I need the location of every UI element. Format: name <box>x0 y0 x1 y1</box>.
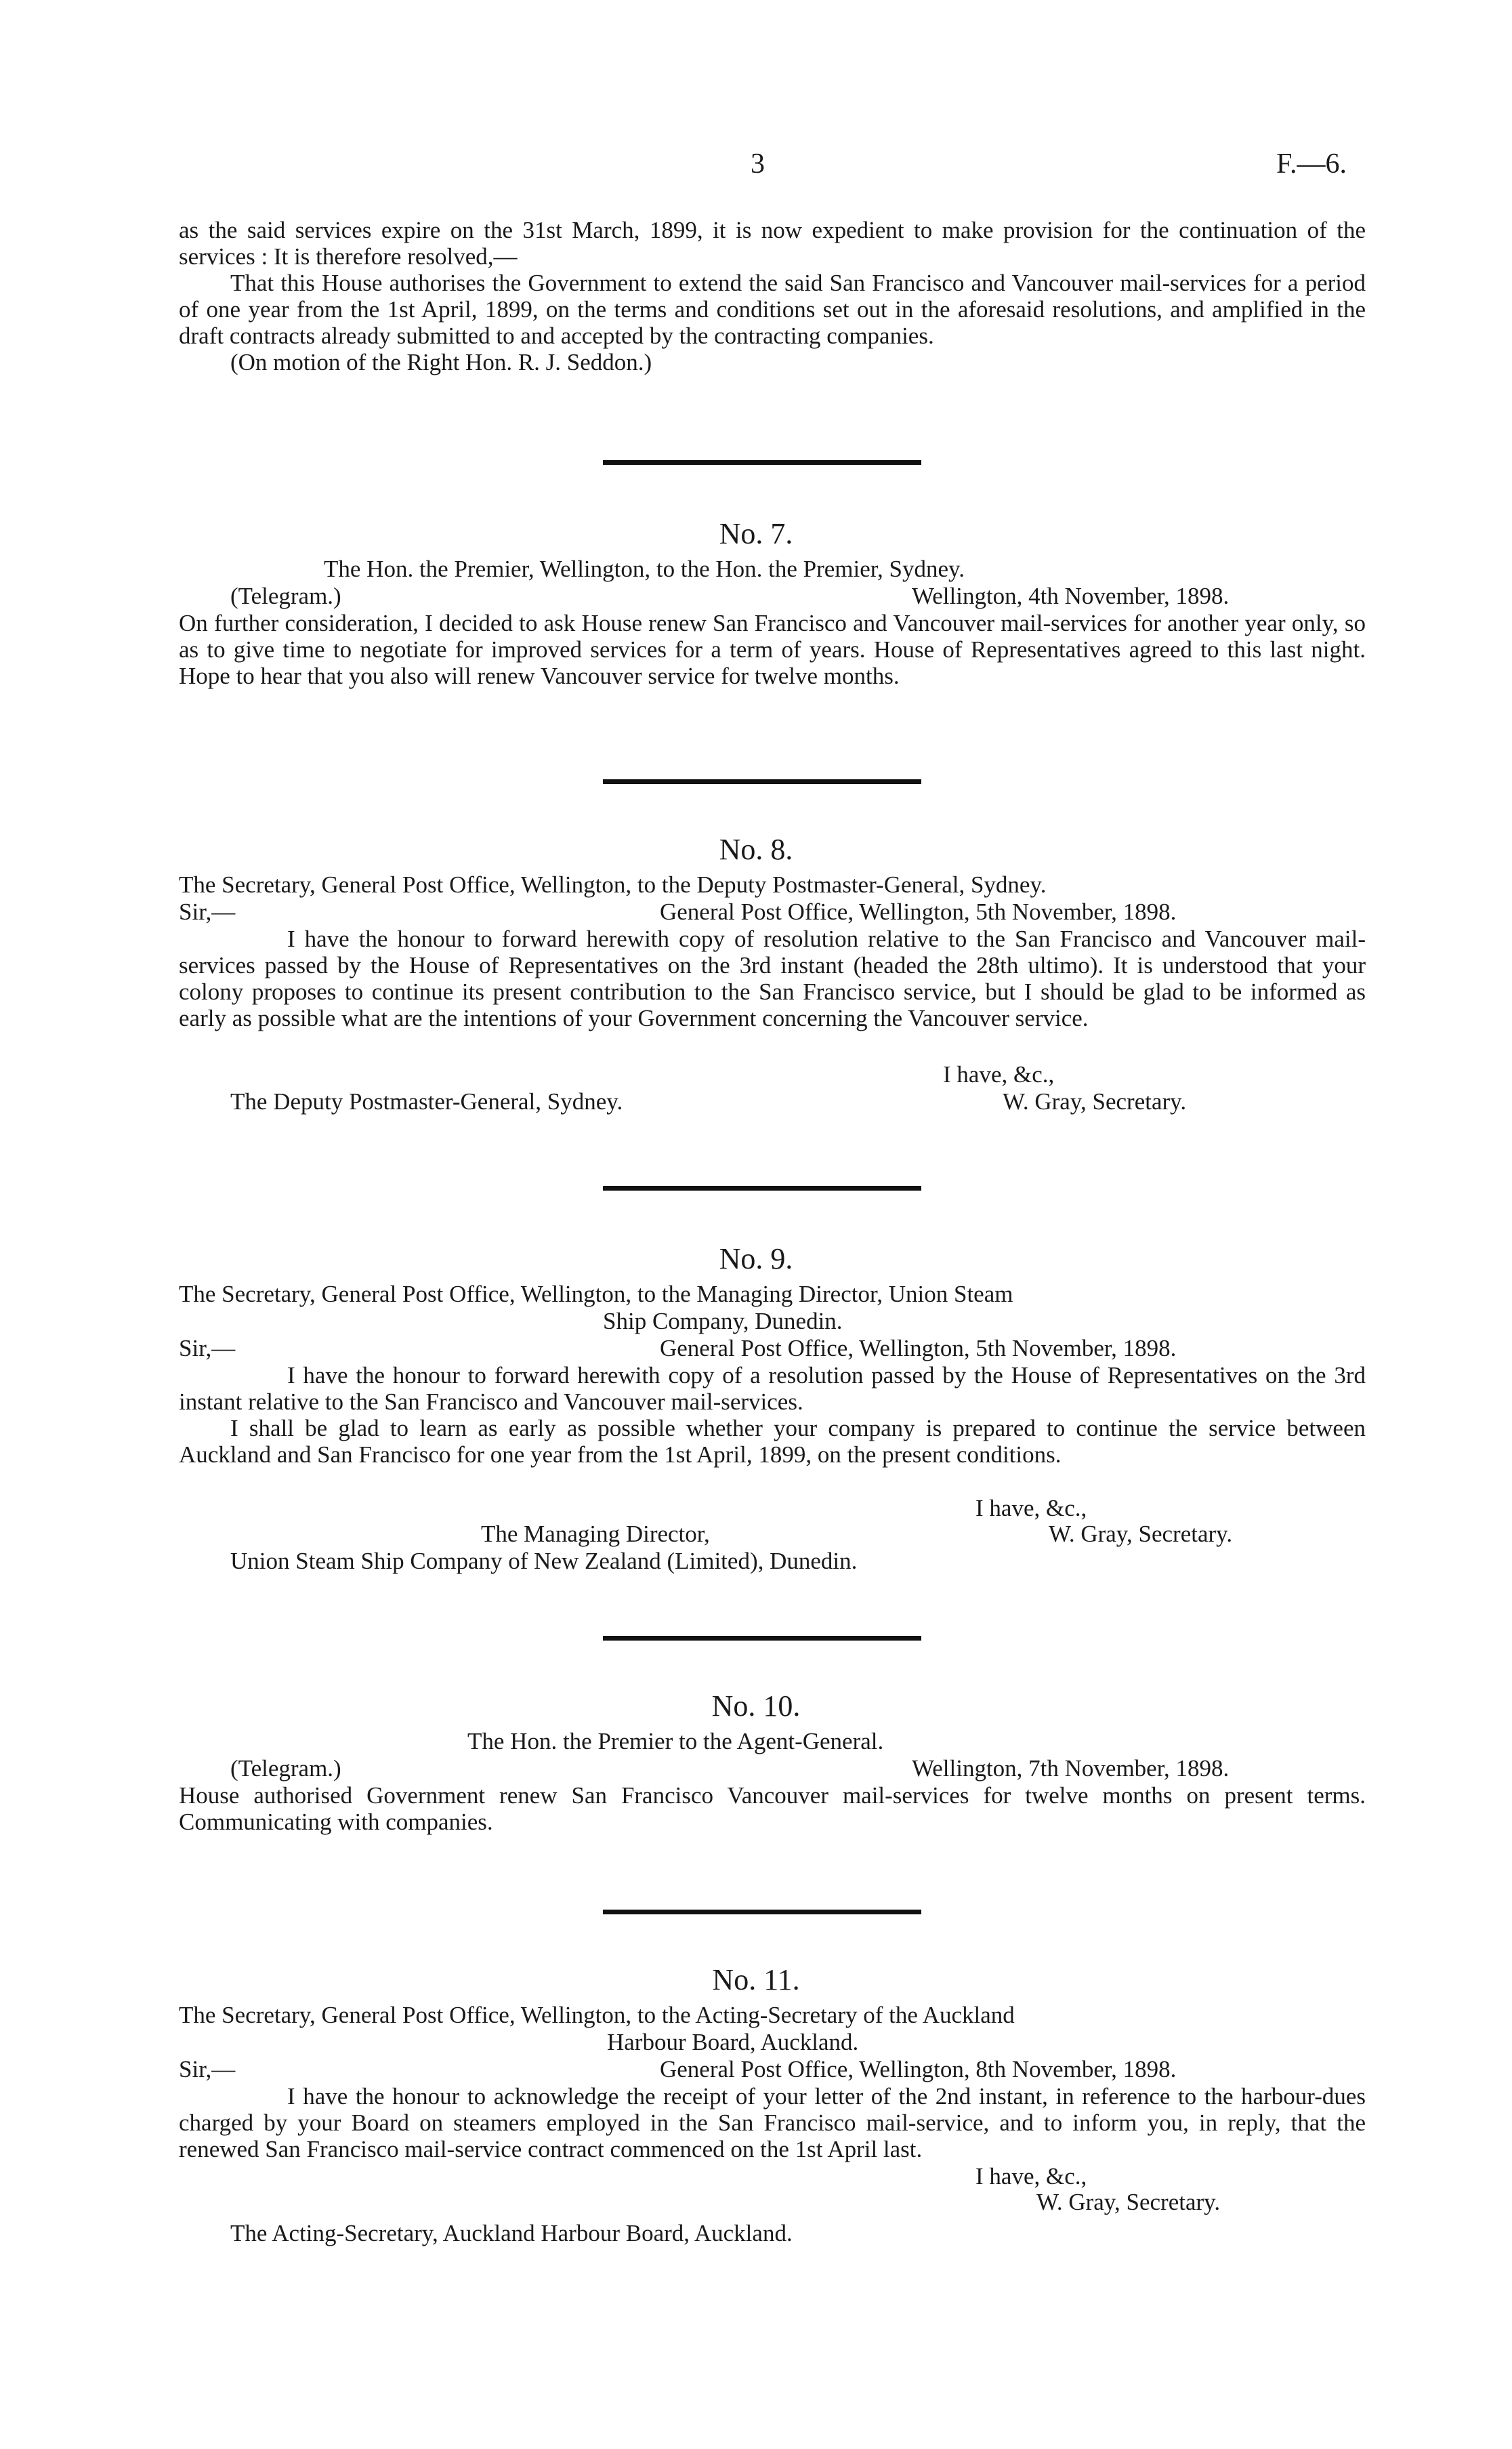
no7-telegram-label: (Telegram.) <box>230 583 341 609</box>
no9-body-para2: I shall be glad to learn as early as possible whether your company is prepared to continue the service between Auckland and San Francisco for one year from the 1st April, 1899, on the present conditions. <box>179 1415 1366 1468</box>
section-number-7: No. 7. <box>719 517 793 550</box>
no7-dateline: Wellington, 4th November, 1898. <box>912 583 1230 609</box>
no11-dateline: General Post Office, Wellington, 8th November, 1898. <box>660 2056 1177 2082</box>
resolution-paragraph: That this House authorises the Government to extend the said San Francisco and Vancouver mail-services for a period of one year from the 1st April, 1899, on the terms and conditions set out in the aforesaid resolutions, and amplified in the draft contracts already submitted to and accepted by the contracting companies. <box>179 270 1366 349</box>
no10-body-wrap <box>179 1782 1366 1835</box>
no9-addressee-org: Union Steam Ship Company of New Zealand (Limited), Dunedin. <box>230 1548 858 1574</box>
section-number-10: No. 10. <box>711 1689 801 1723</box>
no8-salutation: Sir,— <box>179 899 236 925</box>
no9-body-wrap <box>179 1362 1366 1468</box>
no8-dateline: General Post Office, Wellington, 5th November, 1898. <box>660 899 1177 925</box>
section-divider <box>603 460 921 465</box>
section-divider <box>603 1910 921 1914</box>
section-number-11: No. 11. <box>712 1963 800 1996</box>
section-divider <box>603 1186 921 1191</box>
no8-closing: I have, &c., <box>943 1061 1055 1088</box>
no10-heading: The Hon. the Premier to the Agent-General. <box>467 1728 884 1754</box>
no7-body-wrap <box>179 610 1366 689</box>
no7-body: On further consideration, I decided to ask House renew San Francisco and Vancouver mail-services for another year only, so as to give time to negotiate for improved services for a term of years. House of Representatives agreed to this last night. Hope to hear that you also will renew Vancouver service for twelve months. <box>179 610 1366 689</box>
section-divider <box>603 779 921 784</box>
no10-dateline: Wellington, 7th November, 1898. <box>912 1755 1230 1782</box>
no9-heading-line2: Ship Company, Dunedin. <box>603 1308 843 1334</box>
no8-body-wrap <box>179 926 1366 1031</box>
no10-body: House authorised Government renew San Francisco Vancouver mail-services for twelve months on present terms. Communicating with companies. <box>179 1782 1366 1835</box>
no9-salutation: Sir,— <box>179 1335 236 1361</box>
no11-closing: I have, &c., <box>975 2163 1087 2189</box>
no11-addressee: The Acting-Secretary, Auckland Harbour Board, Auckland. <box>230 2220 793 2246</box>
no10-telegram-label: (Telegram.) <box>230 1755 341 1782</box>
no8-addressee: The Deputy Postmaster-General, Sydney. <box>230 1088 623 1115</box>
no8-body: I have the honour to forward herewith copy of resolution relative to the San Francisco and Vancouver mail-services passed by the House of Representatives on the 3rd instant (headed the 28th ultimo). It is understood that your colony proposes to continue its present contribution to the San Francisco service, but I should be glad to be informed as early as possible what are the intentions of your Government concerning the Vancouver service. <box>179 926 1366 1031</box>
no11-heading-line1: The Secretary, General Post Office, Wellington, to the Acting-Secretary of the Auckland <box>179 2002 1015 2028</box>
no8-heading: The Secretary, General Post Office, Wellington, to the Deputy Postmaster-General, Sydney. <box>179 871 1047 898</box>
no7-heading: The Hon. the Premier, Wellington, to the Hon. the Premier, Sydney. <box>324 556 965 582</box>
intro-paragraph: as the said services expire on the 31st March, 1899, it is now expedient to make provision for the continuation of the services : It is therefore resolved,— <box>179 217 1366 270</box>
no9-addressee-title: The Managing Director, <box>481 1521 710 1547</box>
no11-body-wrap <box>179 2083 1366 2162</box>
document-code: F.—6. <box>1276 148 1347 180</box>
no9-heading-line1: The Secretary, General Post Office, Wellington, to the Managing Director, Union Steam <box>179 1281 1013 1307</box>
no11-heading-line2: Harbour Board, Auckland. <box>607 2029 859 2055</box>
no11-signature: W. Gray, Secretary. <box>1036 2189 1221 2215</box>
no9-dateline: General Post Office, Wellington, 5th November, 1898. <box>660 1335 1177 1361</box>
section-number-9: No. 9. <box>719 1242 793 1275</box>
page-number: 3 <box>751 148 765 180</box>
no8-signature: W. Gray, Secretary. <box>1003 1088 1187 1115</box>
section-divider <box>603 1636 921 1641</box>
section-number-8: No. 8. <box>719 833 793 866</box>
no9-closing: I have, &c., <box>975 1495 1087 1521</box>
no11-body: I have the honour to acknowledge the receipt of your letter of the 2nd instant, in reference to the harbour-dues charged by your Board on steamers employed in the San Francisco mail-service, and to inform you, in reply, that the renewed San Francisco mail-service contract commenced on the 1st April last. <box>179 2083 1366 2162</box>
motion-note: (On motion of the Right Hon. R. J. Seddon.) <box>230 349 652 375</box>
no9-body-para1: I have the honour to forward herewith copy of a resolution passed by the House of Representatives on the 3rd instant relative to the San Francisco and Vancouver mail-services. <box>179 1362 1366 1415</box>
no9-signature: W. Gray, Secretary. <box>1049 1521 1233 1547</box>
no11-salutation: Sir,— <box>179 2056 236 2082</box>
intro-section <box>179 217 1366 375</box>
